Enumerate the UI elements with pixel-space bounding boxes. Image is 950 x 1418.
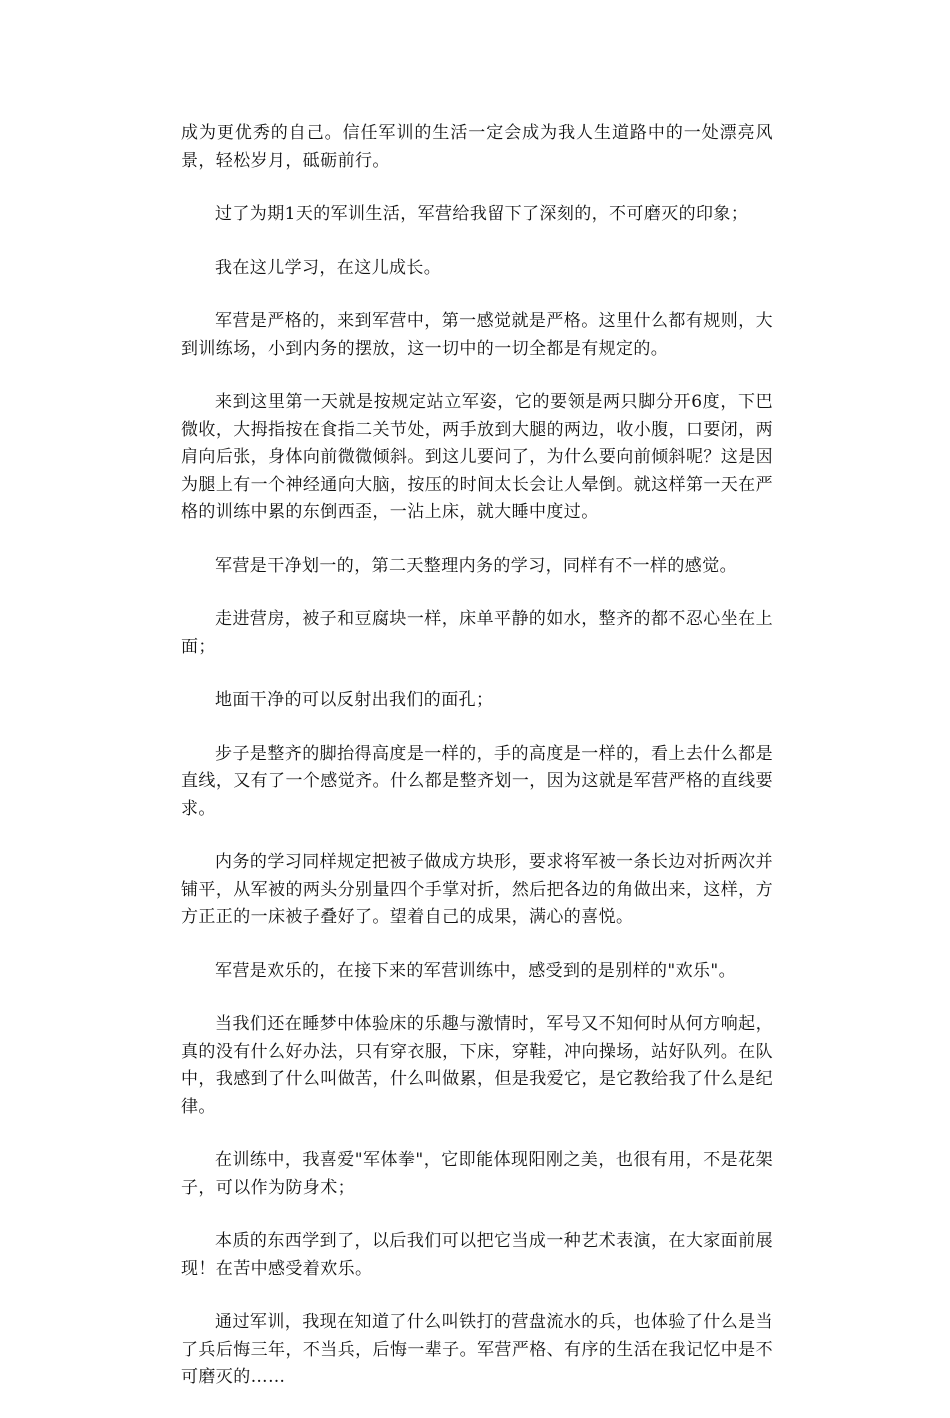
paragraph-1: 成为更优秀的自己。信任军训的生活一定会成为我人生道路中的一处漂亮风景，轻松岁月，砥砺前行。 — [181, 123, 773, 171]
paragraph-2: 过了为期1天的军训生活，军营给我留下了深刻的，不可磨灭的印象； — [215, 204, 749, 224]
paragraph-10: 内务的学习同样规定把被子做成方块形，要求将军被一条长边对折两次并铺平，从军被的两头分别量四个手掌对折，然后把各边的角做出来，这样，方方正正的一床被子叠好了。望着自己的成果，满心的喜悦。 — [181, 852, 773, 927]
paragraph-5: 来到这里第一天就是按规定站立军姿，它的要领是两只脚分开6度，下巴微收，大拇指按在食指二关节处，两手放到大腿的两边，收小腹，口要闭，两肩向后张，身体向前微微倾斜。到这儿要问了，为什么要向前倾斜呢？这是因为腿上有一个神经通向大脑，按压的时间太长会让人晕倒。就这样第一天在严格的训练中累的东倒西歪，一沾上床，就大睡中度过。 — [181, 392, 773, 522]
paragraph-8: 地面干净的可以反射出我们的面孔； — [215, 690, 494, 710]
paragraph-9: 步子是整齐的脚抬得高度是一样的，手的高度是一样的，看上去什么都是直线，又有了一个感觉齐。什么都是整齐划一，因为这就是军营严格的直线要求。 — [181, 743, 773, 819]
paragraph-15: 通过军训，我现在知道了什么叫铁打的营盘流水的兵，也体验了什么是当了兵后悔三年，不当兵，后悔一辈子。军营严格、有序的生活在我记忆中是不可磨灭的…… — [181, 1312, 773, 1387]
paragraph-6: 军营是干净划一的，第二天整理内务的学习，同样有不一样的感觉。 — [215, 555, 737, 576]
paragraph-13: 在训练中，我喜爱"军体拳"，它即能体现阳刚之美，也很有用，不是花架子，可以作为防身术； — [181, 1150, 773, 1198]
paragraph-7: 走进营房，被子和豆腐块一样，床单平静的如水，整齐的都不忍心坐在上面； — [181, 609, 773, 657]
document-body — [181, 120, 773, 1418]
paragraph-14: 本质的东西学到了，以后我们可以把它当成一种艺术表演，在大家面前展现！在苦中感受着欢乐。 — [181, 1231, 773, 1279]
paragraph-11: 军营是欢乐的，在接下来的军营训练中，感受到的是别样的"欢乐"。 — [215, 960, 737, 981]
paragraph-12: 当我们还在睡梦中体验床的乐趣与激情时，军号又不知何时从何方响起，真的没有什么好办法，只有穿衣服，下床，穿鞋，冲向操场，站好队列。在队中，我感到了什么叫做苦，什么叫做累，但是我爱它，是它教给我了什么是纪律。 — [181, 1014, 773, 1117]
paragraph-4: 军营是严格的，来到军营中，第一感觉就是严格。这里什么都有规则，大到训练场，小到内务的摆放，这一切中的一切全都是有规定的。 — [181, 311, 773, 359]
paragraph-3: 我在这儿学习，在这儿成长。 — [215, 257, 442, 278]
